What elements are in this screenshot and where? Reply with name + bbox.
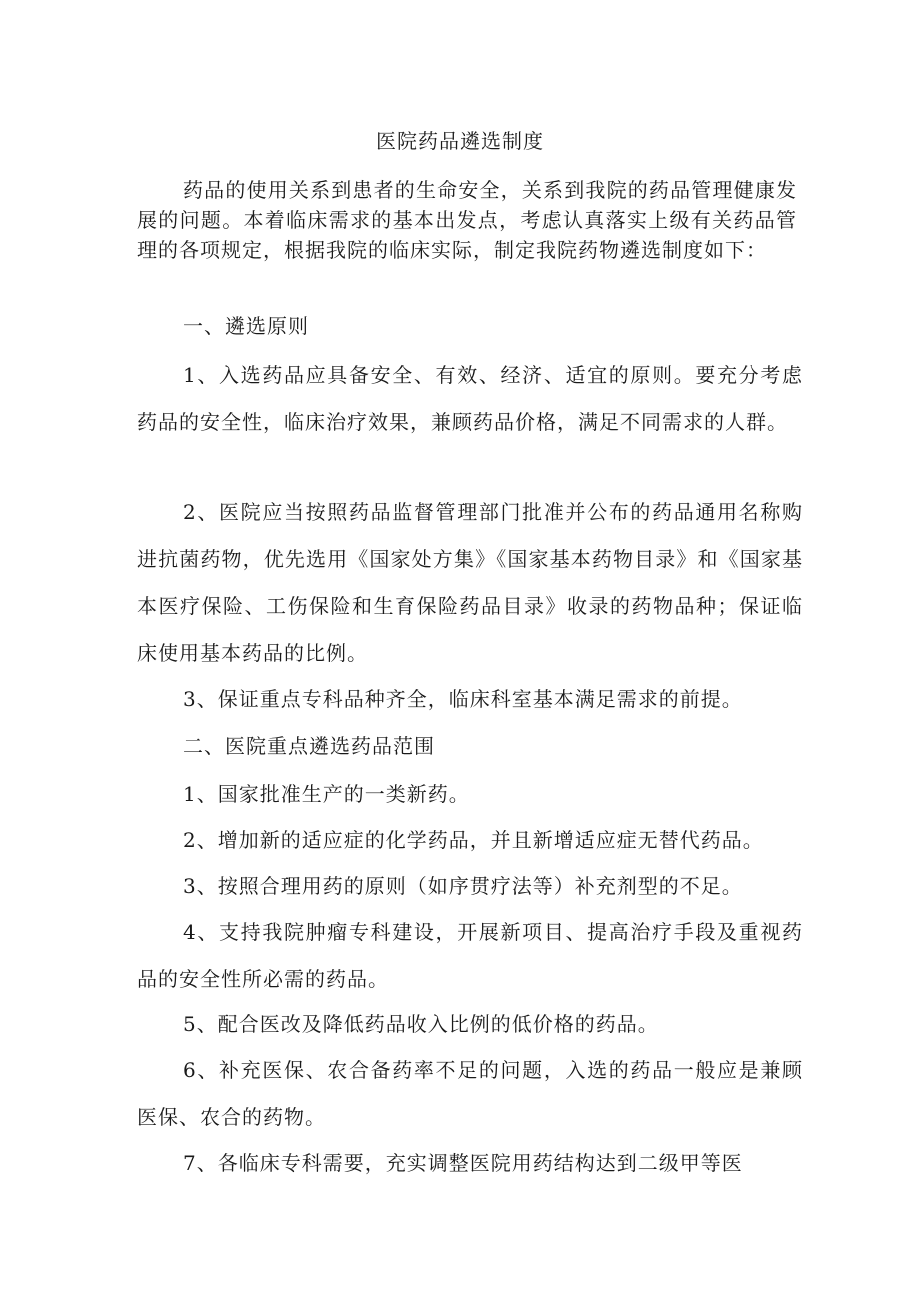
scope-item-7: 7、各临床专科需要，充实调整医院用药结构达到二级甲等医 <box>183 1151 743 1175</box>
scope-item-1: 1、国家批准生产的一类新药。 <box>183 782 470 806</box>
scope-item-5: 5、配合医改及降低药品收入比例的低价格的药品。 <box>183 1012 659 1036</box>
scope-item-3: 3、按照合理用药的原则（如序贯疗法等）补充剂型的不足。 <box>183 874 743 898</box>
principle-item-3: 3、保证重点专科品种齐全，临床科室基本满足需求的前提。 <box>183 687 743 711</box>
principle-item-1: 1、入选药品应具备安全、有效、经济、适宜的原则。要充分考虑药品的安全性，临床治疗效果，兼顾药品价格，满足不同需求的人群。 <box>137 363 803 434</box>
scope-item-4: 4、支持我院肿瘤专科建设，开展新项目、提高治疗手段及重视药品的安全性所必需的药品。 <box>137 920 803 991</box>
section-heading-principles: 一、遴选原则 <box>183 314 309 338</box>
intro-paragraph: 药品的使用关系到患者的生命安全，关系到我院的药品管理健康发展的问题。本着临床需求的基本出发点，考虑认真落实上级有关药品管理的各项规定，根据我院的临床实际，制定我院药物遴选制度如下： <box>137 178 797 262</box>
scope-item-2: 2、增加新的适应症的化学药品，并且新增适应症无替代药品。 <box>183 828 764 852</box>
document-title: 医院药品遴选制度 <box>376 129 544 153</box>
section-heading-scope: 二、医院重点遴选药品范围 <box>183 734 435 758</box>
principle-item-2: 2、医院应当按照药品监督管理部门批准并公布的药品通用名称购进抗菌药物，优先选用《国家处方集》《国家基本药物目录》和《国家基本医疗保险、工伤保险和生育保险药品目录》收录的药物品种；保证临床使用基本药品的比例。 <box>137 500 803 665</box>
scope-item-6: 6、补充医保、农合备药率不足的问题，入选的药品一般应是兼顾医保、农合的药物。 <box>137 1058 803 1129</box>
